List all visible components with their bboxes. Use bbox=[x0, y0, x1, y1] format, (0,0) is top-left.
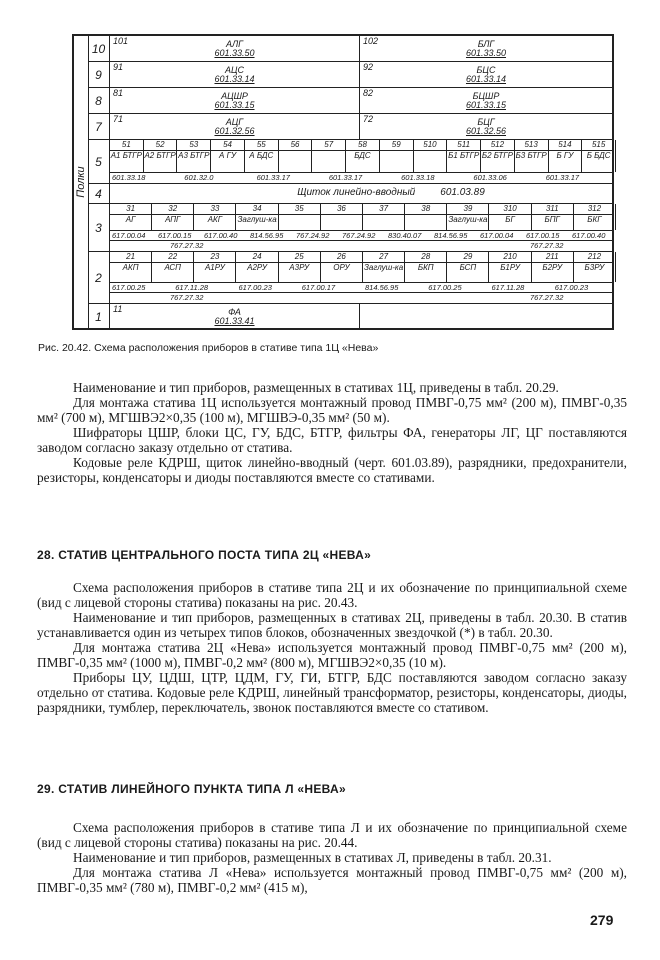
device-cell bbox=[574, 204, 616, 230]
device-cell bbox=[490, 204, 532, 230]
device-id: 32 bbox=[168, 204, 178, 213]
cell-code: 601.33.15 bbox=[214, 100, 255, 110]
row-7 bbox=[88, 114, 612, 140]
device-id: 21 bbox=[126, 252, 136, 261]
shelves-side-label bbox=[74, 36, 89, 328]
paragraph: Наименование и тип приборов, размещенных в стативах 2Ц, приведены в табл. 20.30. В статив устанавливается один из четырех типов блоков, обозначенных звездочкой (*) в табл. 20.30. bbox=[37, 610, 627, 640]
device-label bbox=[312, 150, 345, 151]
device-label: БДС bbox=[354, 151, 371, 160]
paragraph: Для монтажа статива 2Ц «Нева» используется монтажный провод ПМВГ-0,75 мм² (200 м), ПМВГ-0,35 мм² (1000 м), ПМВГ-0,2 мм² (800 м), МГШВЭ2×0,35 (10 м). bbox=[37, 640, 627, 670]
row-number: 9 bbox=[88, 62, 110, 87]
section-heading-29: 29. СТАТИВ ЛИНЕЙНОГО ПУНКТА ТИПА Л «НЕВА» bbox=[37, 782, 346, 796]
device-cell bbox=[515, 140, 549, 172]
cell-id: 101 bbox=[113, 36, 129, 46]
device-code: 617.00.23 bbox=[238, 283, 272, 292]
device-code: 617.00.25 bbox=[428, 283, 462, 292]
device-label: Б БДС bbox=[586, 151, 611, 160]
device-label: АКП bbox=[122, 263, 139, 272]
device-code: 814.56.95 bbox=[434, 231, 468, 240]
cell-right bbox=[360, 36, 612, 61]
device-id: 212 bbox=[587, 252, 602, 261]
device-id: 515 bbox=[591, 140, 606, 149]
device-cell bbox=[312, 140, 346, 172]
row-2 bbox=[88, 252, 612, 304]
device-cell bbox=[279, 204, 321, 230]
device-code: 617.00.40 bbox=[572, 231, 606, 240]
device-cell bbox=[549, 140, 583, 172]
text-block-1 bbox=[37, 380, 627, 485]
device-cell bbox=[152, 252, 194, 282]
device-cell bbox=[447, 252, 489, 282]
row-3 bbox=[88, 204, 612, 252]
device-id: 513 bbox=[524, 140, 538, 149]
device-code: 601.33.06 bbox=[473, 173, 507, 182]
cell-id: 102 bbox=[363, 36, 379, 46]
cell-right bbox=[360, 114, 612, 139]
device-id: 514 bbox=[558, 140, 572, 149]
device-code: 617.11.28 bbox=[491, 283, 525, 292]
cell-label: БЦШР bbox=[472, 91, 500, 101]
device-id: 211 bbox=[545, 252, 559, 261]
device-cell bbox=[532, 252, 574, 282]
device-label: Б3РУ bbox=[584, 263, 605, 272]
cell-id: 82 bbox=[363, 88, 374, 98]
device-cell bbox=[110, 140, 144, 172]
device-label: АПГ bbox=[165, 215, 181, 224]
device-label: Б2 БТГР bbox=[481, 151, 513, 160]
row-10 bbox=[88, 36, 612, 62]
cell-left bbox=[110, 62, 360, 87]
row-3-grid bbox=[110, 204, 612, 251]
device-code: 814.56.95 bbox=[365, 283, 399, 292]
device-id: 36 bbox=[336, 204, 346, 213]
device-code: 617.00.23 bbox=[554, 283, 589, 292]
device-id: 55 bbox=[256, 140, 266, 149]
device-cell bbox=[194, 204, 236, 230]
device-id: 57 bbox=[324, 140, 334, 149]
panel-title: Щиток линейно-вводный bbox=[297, 187, 416, 198]
device-id: 39 bbox=[463, 204, 473, 213]
device-code: 617.11.28 bbox=[175, 283, 209, 292]
device-label: А3 БТГР bbox=[178, 151, 210, 160]
paragraph: Приборы ЦУ, ЦДШ, ЦТР, ЦДМ, ГУ, ГИ, БТГР, БДС поставляются заводом согласно заказу отдельно от статива. Кодовые реле КДРШ, линейный трансформатор, резисторы, конденсаторы, диоды, разрядники, тумблер, переключатель, звонок поставляются вместе со стативом. bbox=[37, 670, 627, 715]
device-code: 617.00.04 bbox=[112, 231, 146, 240]
device-id: 27 bbox=[379, 252, 389, 261]
device-id: 56 bbox=[290, 140, 300, 149]
device-id: 34 bbox=[252, 204, 262, 213]
device-label: БСП bbox=[459, 263, 477, 272]
device-label bbox=[279, 214, 320, 215]
device-cell bbox=[245, 140, 279, 172]
paragraph: Для монтажа статива Л «Нева» используется монтажный провод ПМВГ-0,75 мм² (200 м), ПМВГ-0,35 мм² (780 м), ПМВГ-0,2 мм² (415 м), bbox=[37, 865, 627, 895]
cell-code: 601.33.14 bbox=[214, 74, 255, 84]
device-cell bbox=[321, 204, 363, 230]
device-id: 33 bbox=[210, 204, 220, 213]
device-code: 767.24.92 bbox=[342, 231, 376, 240]
row-number: 7 bbox=[88, 114, 110, 139]
rack-diagram bbox=[72, 34, 614, 330]
device-code: 601.33.18 bbox=[112, 173, 146, 182]
device-label: А БДС bbox=[249, 151, 274, 160]
device-code: 617.00.15 bbox=[526, 231, 560, 240]
device-label: Б1РУ bbox=[500, 263, 520, 272]
cell-label: БЦС bbox=[476, 65, 496, 75]
cell-label: АЦШР bbox=[221, 91, 248, 101]
cell-label: ФА bbox=[228, 307, 241, 317]
device-label: Б ГУ bbox=[556, 151, 574, 160]
cell-code: 601.32.56 bbox=[214, 126, 255, 136]
cell-code: 601.33.41 bbox=[214, 316, 255, 326]
device-code: 617.00.25 bbox=[112, 283, 146, 292]
device-id: 312 bbox=[587, 204, 602, 213]
device-id: 22 bbox=[168, 252, 178, 261]
device-cell bbox=[152, 204, 194, 230]
device-id: 38 bbox=[421, 204, 431, 213]
device-cell bbox=[279, 252, 321, 282]
cell-label: БЦГ bbox=[477, 117, 495, 127]
cell-id: 11 bbox=[113, 304, 123, 314]
sub-code: 767.27.32 bbox=[530, 293, 564, 302]
device-label: АКГ bbox=[207, 215, 223, 224]
device-label: ОРУ bbox=[333, 263, 350, 272]
cell-id: 72 bbox=[363, 114, 374, 124]
device-cell bbox=[110, 204, 152, 230]
device-id: 53 bbox=[189, 140, 199, 149]
device-id: 58 bbox=[358, 140, 367, 149]
sub-code: 767.27.32 bbox=[170, 293, 204, 302]
device-code: 617.00.40 bbox=[204, 231, 238, 240]
device-label: А1РУ bbox=[204, 263, 225, 272]
device-code: 601.32.0 bbox=[184, 173, 214, 182]
device-label bbox=[380, 150, 413, 151]
device-cell bbox=[447, 140, 481, 172]
cell-id: 81 bbox=[113, 88, 124, 98]
device-label bbox=[321, 214, 362, 215]
device-code: 617.00.04 bbox=[480, 231, 514, 240]
device-cell bbox=[405, 252, 447, 282]
device-code: 814.56.95 bbox=[250, 231, 284, 240]
cell-id: 92 bbox=[363, 62, 374, 72]
device-cell bbox=[363, 204, 405, 230]
device-code: 617.00.15 bbox=[158, 231, 192, 240]
cell-left bbox=[110, 88, 360, 113]
device-cell bbox=[481, 140, 515, 172]
device-label: АГ bbox=[125, 215, 136, 224]
device-cell bbox=[237, 204, 279, 230]
cell-label: АЛГ bbox=[225, 39, 244, 49]
device-code: 617.00.17 bbox=[301, 283, 336, 292]
device-code: 601.33.17 bbox=[328, 173, 363, 182]
device-id: 59 bbox=[391, 140, 401, 149]
device-label: Б1 БТГР bbox=[448, 151, 480, 160]
device-label: БПГ bbox=[544, 215, 560, 224]
device-cell bbox=[380, 140, 414, 172]
row-number: 5 bbox=[88, 140, 110, 183]
device-cell bbox=[177, 140, 211, 172]
paragraph: Наименование и тип приборов, размещенных в стативах 1Ц, приведены в табл. 20.29. bbox=[73, 380, 559, 395]
device-label: Заглуш-ка bbox=[363, 263, 404, 272]
row-4 bbox=[88, 184, 612, 204]
device-label: А2 БТГР bbox=[144, 151, 176, 160]
device-cell bbox=[447, 204, 489, 230]
device-label bbox=[414, 150, 447, 151]
text-block-2 bbox=[37, 580, 627, 715]
device-cell bbox=[363, 252, 405, 282]
device-id: 37 bbox=[379, 204, 389, 213]
sub-code: 767.27.32 bbox=[530, 241, 564, 250]
device-label: А3РУ bbox=[289, 263, 310, 272]
device-id: 510 bbox=[423, 140, 437, 149]
device-cell bbox=[211, 140, 245, 172]
device-label bbox=[405, 214, 446, 215]
device-label: А2РУ bbox=[247, 263, 268, 272]
device-id: 310 bbox=[503, 204, 517, 213]
device-code: 830.40.07 bbox=[388, 231, 422, 240]
device-cell bbox=[582, 140, 616, 172]
cell-right bbox=[360, 62, 612, 87]
text-block-3 bbox=[37, 820, 627, 895]
device-code: 767.24.92 bbox=[296, 231, 330, 240]
device-id: 24 bbox=[252, 252, 262, 261]
side-label-text: Полки bbox=[75, 166, 87, 198]
device-cell bbox=[532, 204, 574, 230]
device-id: 25 bbox=[294, 252, 304, 261]
device-id: 52 bbox=[155, 140, 165, 149]
figure-caption: Рис. 20.42. Схема расположения приборов в стативе типа 1Ц «Нева» bbox=[38, 342, 379, 354]
device-cell bbox=[279, 140, 313, 172]
device-cell bbox=[490, 252, 532, 282]
row-number: 8 bbox=[88, 88, 110, 113]
device-label bbox=[363, 214, 404, 215]
cell-label: АЦГ bbox=[225, 117, 244, 127]
section-heading-28: 28. СТАТИВ ЦЕНТРАЛЬНОГО ПОСТА ТИПА 2Ц «НЕВА» bbox=[37, 548, 372, 562]
device-cell bbox=[237, 252, 279, 282]
row-number: 10 bbox=[88, 36, 110, 61]
cell-label: АЦС bbox=[224, 65, 245, 75]
device-cell bbox=[321, 252, 363, 282]
paragraph: Для монтажа статива 1Ц используется монтажный провод ПМВГ-0,75 мм² (200 м), ПМВГ-0,35 мм² (700 м), МГШВЭ2×0,35 (100 м), МГШВЭ-0,35 мм² (50 м). bbox=[37, 395, 627, 425]
paragraph: Схема расположения приборов в стативе типа Л и их обозначение по принципиальной схеме (вид с лицевой стороны статива) показаны на рис. 20.44. bbox=[37, 820, 627, 850]
cell-code: 601.33.14 bbox=[465, 74, 507, 84]
row-1 bbox=[88, 304, 612, 330]
row-8 bbox=[88, 88, 612, 114]
row-2-grid bbox=[110, 252, 612, 303]
paragraph: Схема расположения приборов в стативе типа 2Ц и их обозначение по принципиальной схеме (вид с лицевой стороны статива) показаны на рис. 20.43. bbox=[37, 580, 627, 610]
device-id: 31 bbox=[126, 204, 136, 213]
device-cell bbox=[144, 140, 178, 172]
row-5-grid bbox=[110, 140, 612, 183]
cell-right bbox=[360, 88, 612, 113]
paragraph: Наименование и тип приборов, размещенных в стативах Л, приведены в табл. 20.31. bbox=[73, 850, 552, 865]
device-id: 23 bbox=[210, 252, 220, 261]
row-5 bbox=[88, 140, 612, 184]
cell-id: 91 bbox=[113, 62, 124, 72]
device-code: 601.33.17 bbox=[545, 173, 580, 182]
panel-code: 601.03.89 bbox=[440, 187, 485, 198]
device-code: 601.33.17 bbox=[256, 173, 290, 182]
device-id: 26 bbox=[336, 252, 346, 261]
row-number: 4 bbox=[88, 184, 110, 203]
device-label: АСП bbox=[164, 263, 181, 272]
device-cell bbox=[346, 140, 380, 172]
line-input-panel bbox=[110, 187, 612, 198]
device-cell bbox=[574, 252, 616, 282]
device-id: 512 bbox=[490, 140, 505, 149]
device-label: БКГ bbox=[587, 215, 602, 224]
device-label bbox=[279, 150, 312, 151]
device-label: Б2РУ bbox=[542, 263, 563, 272]
paragraph: Шифраторы ЦШР, блоки ЦС, ГУ, БДС, БТГР, фильтры ФА, генераторы ЛГ, ЦГ поставляются заводом согласно заказу отдельно от статива. bbox=[37, 425, 627, 455]
device-cell bbox=[414, 140, 448, 172]
row-9 bbox=[88, 62, 612, 88]
device-code: 601.33.18 bbox=[401, 173, 435, 182]
cell-left bbox=[110, 114, 360, 139]
cell-code: 601.32.56 bbox=[465, 126, 507, 136]
device-cell bbox=[405, 204, 447, 230]
device-label: А1 БТГР bbox=[110, 151, 142, 160]
row-number: 3 bbox=[88, 204, 110, 251]
device-cell bbox=[110, 252, 152, 282]
cell-left bbox=[110, 36, 360, 61]
device-id: 511 bbox=[457, 140, 471, 149]
device-label: БГ bbox=[505, 215, 515, 224]
paragraph: Кодовые реле КДРШ, щиток линейно-вводный (черт. 601.03.89), разрядники, предохранители, резисторы, конденсаторы и диоды поставляются вместе со стативами. bbox=[37, 455, 627, 485]
device-id: 29 bbox=[463, 252, 473, 261]
device-id: 35 bbox=[294, 204, 304, 213]
cell-code: 601.33.15 bbox=[465, 100, 507, 110]
device-label: Заглуш-ка bbox=[237, 215, 277, 224]
device-label: Б3 БТГР bbox=[515, 151, 547, 160]
row-number: 1 bbox=[88, 304, 110, 330]
cell-code: 601.33.50 bbox=[465, 48, 507, 58]
device-id: 54 bbox=[223, 140, 232, 149]
device-label: А ГУ bbox=[219, 151, 237, 160]
cell-fa bbox=[110, 304, 360, 330]
device-id: 51 bbox=[121, 140, 131, 149]
cell-code: 601.33.50 bbox=[214, 48, 255, 58]
cell-label: БЛГ bbox=[477, 39, 495, 49]
device-cell bbox=[194, 252, 236, 282]
device-label: БКП bbox=[417, 263, 434, 272]
device-id: 210 bbox=[503, 252, 517, 261]
row-number: 2 bbox=[88, 252, 110, 303]
device-id: 28 bbox=[421, 252, 431, 261]
page-number: 279 bbox=[590, 912, 614, 928]
device-label: Заглуш-ка bbox=[448, 215, 488, 224]
sub-code: 767.27.32 bbox=[170, 241, 204, 250]
device-id: 311 bbox=[545, 204, 559, 213]
cell-id: 71 bbox=[113, 114, 124, 124]
